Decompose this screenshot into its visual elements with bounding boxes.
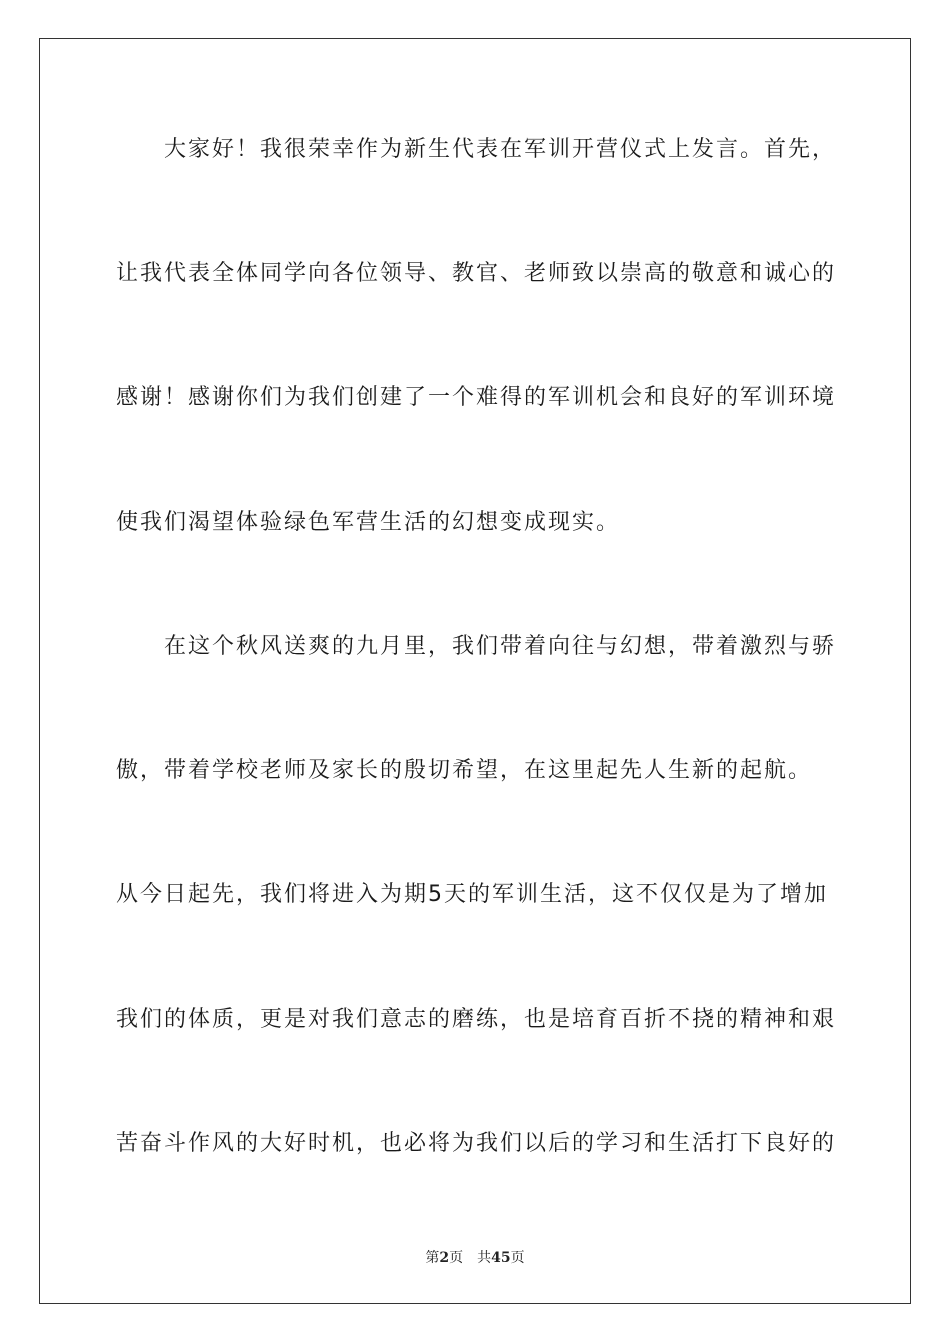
page-prefix: 第: [425, 1250, 440, 1266]
body-line-7: 从今日起先，我们将进入为期5天的军训生活，这不仅仅是为了增加: [116, 882, 828, 907]
total-pages: 45: [491, 1250, 511, 1266]
page-suffix: 页: [449, 1250, 464, 1266]
page-footer: [0, 1248, 950, 1268]
body-line-1: 大家好！我很荣幸作为新生代表在军训开营仪式上发言。首先，: [116, 137, 837, 162]
total-suffix: 页: [510, 1250, 525, 1266]
body-line-5: 在这个秋风送爽的九月里，我们带着向往与幻想，带着激烈与骄: [116, 634, 837, 659]
total-prefix: 共: [477, 1250, 492, 1266]
body-line-6: 傲，带着学校老师及家长的殷切希望，在这里起先人生新的起航。: [116, 758, 813, 783]
page-number: 2: [439, 1250, 450, 1266]
body-line-8: 我们的体质，更是对我们意志的磨练，也是培育百折不挠的精神和艰: [116, 1007, 837, 1032]
body-line-9: 苦奋斗作风的大好时机，也必将为我们以后的学习和生活打下良好的: [116, 1131, 837, 1156]
body-line-4: 使我们渴望体验绿色军营生活的幻想变成现实。: [116, 510, 621, 535]
body-line-2: 让我代表全体同学向各位领导、教官、老师致以崇高的敬意和诚心的: [116, 261, 837, 286]
body-line-3: 感谢！感谢你们为我们创建了一个难得的军训机会和良好的军训环境: [116, 385, 837, 410]
page-border: [39, 38, 911, 1304]
